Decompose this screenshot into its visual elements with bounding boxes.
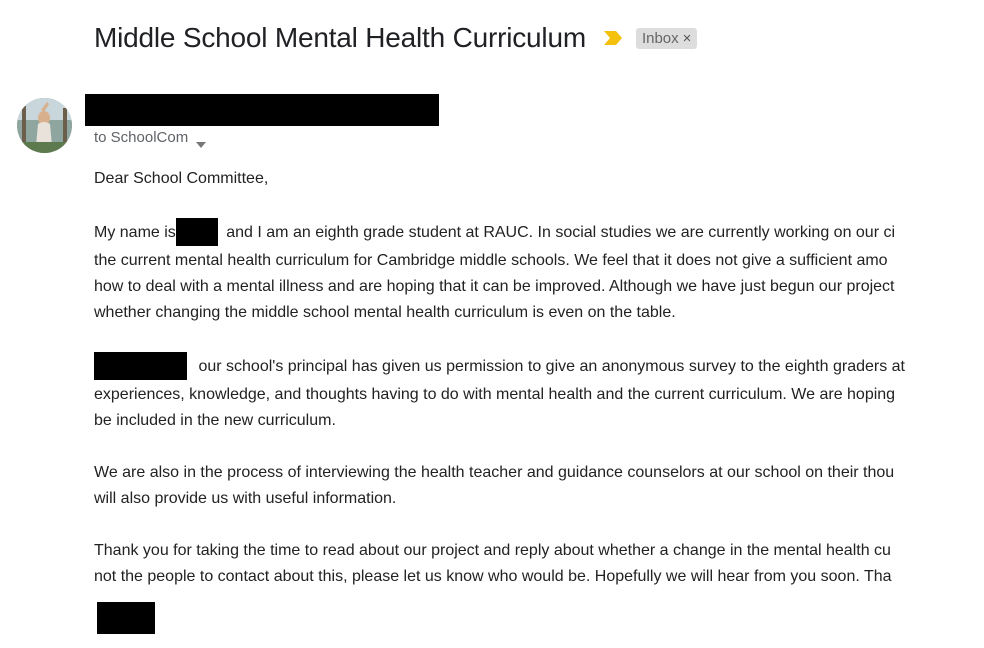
p3-line-2: will also provide us with useful information. [94, 490, 397, 507]
greeting: Dear School Committee, [94, 170, 269, 187]
paragraph-2 [94, 352, 984, 434]
subject-row [94, 22, 697, 54]
p2-line-2: experiences, knowledge, and thoughts having to do with mental health and the current curriculum. We are hoping [94, 386, 896, 403]
chevron-down-icon[interactable] [196, 135, 206, 141]
p1-line-4: whether changing the middle school mental health curriculum is even on the table. [94, 304, 676, 321]
paragraph-1 [94, 218, 984, 326]
recipient-text: to SchoolCom [94, 129, 189, 146]
importance-marker-icon[interactable] [602, 28, 624, 48]
email-body [94, 166, 984, 616]
p2-line-1: our school's principal has given us permission to give an anonymous survey to the eighth graders at [94, 358, 905, 375]
inbox-label-chip [636, 28, 697, 49]
label-text: Inbox [641, 29, 679, 47]
signature-redacted [97, 602, 155, 634]
sender-name-redacted [85, 94, 439, 126]
recipient-row [94, 129, 206, 146]
paragraph-4 [94, 538, 984, 590]
remove-label-icon[interactable]: × [682, 29, 692, 47]
p4-line-2: not the people to contact about this, please let us know who would be. Hopefully we will hear from you soon. Tha [94, 568, 892, 585]
p4-line-1: Thank you for taking the time to read about our project and reply about whether a change in the mental health cu [94, 542, 891, 559]
student-name-redacted [176, 218, 218, 246]
p3-line-1: We are also in the process of interviewing the health teacher and guidance counselors at our school on their thou [94, 464, 895, 481]
paragraph-3 [94, 460, 984, 512]
sender-avatar[interactable] [17, 98, 72, 153]
p1-line-3: how to deal with a mental illness and are hoping that it can be improved. Although we have just begun our project [94, 278, 895, 295]
p1-line-2: the current mental health curriculum for Cambridge middle schools. We feel that it does not give a sufficient amo [94, 252, 888, 269]
principal-name-redacted [94, 352, 187, 380]
email-subject: Middle School Mental Health Curriculum [94, 22, 586, 53]
p1-line-1: My name is and I am an eighth grade student at RAUC. In social studies we are currently working on our ci [94, 224, 895, 241]
p2-line-3: be included in the new curriculum. [94, 412, 336, 429]
